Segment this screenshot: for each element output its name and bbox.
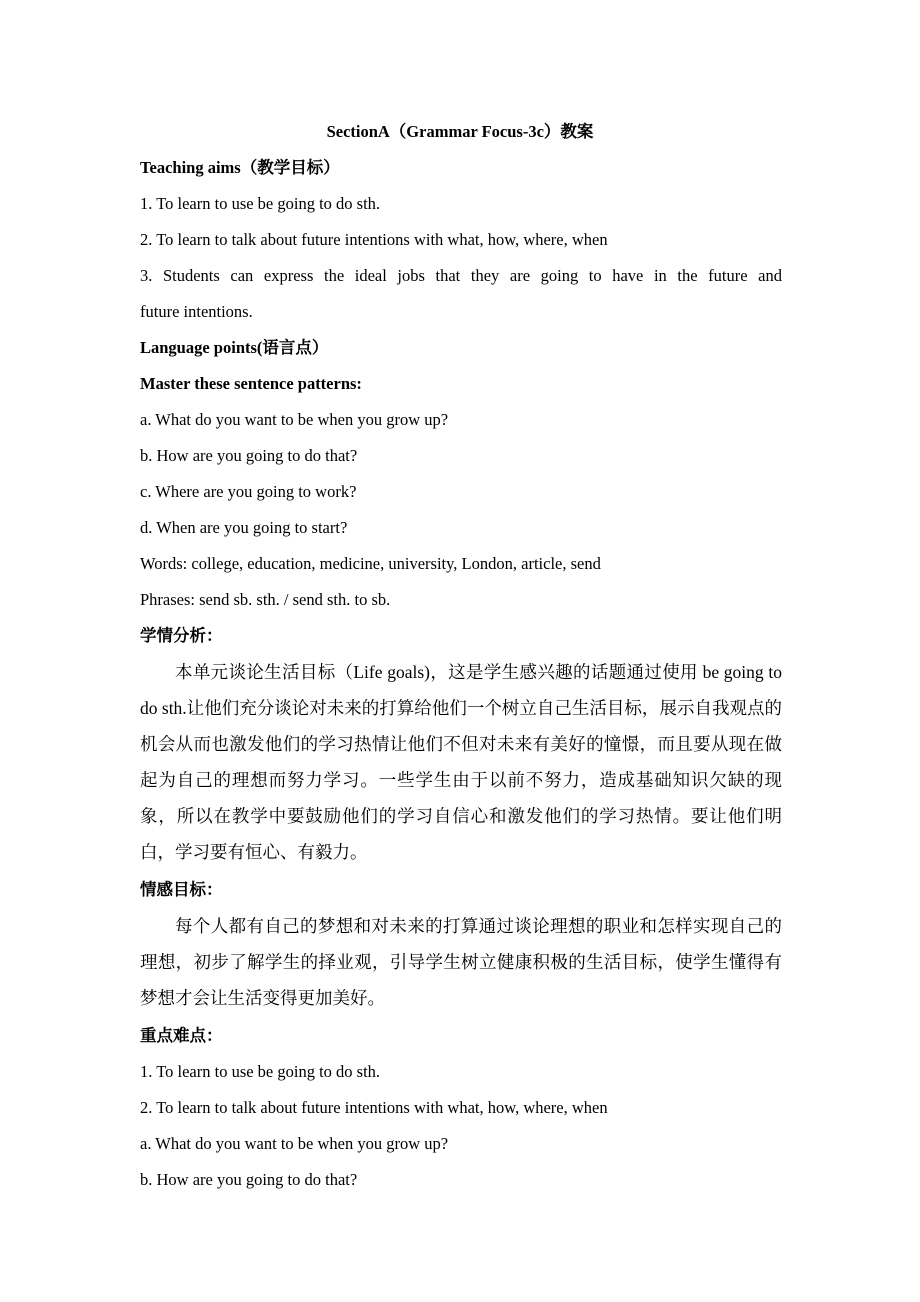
words-list: Words: college, education, medicine, university, London, article, send xyxy=(140,554,601,573)
sentence-pattern-item: d. When are you going to start? xyxy=(140,518,348,537)
page-title: SectionA（Grammar Focus-3c）教案 xyxy=(326,122,594,141)
phrases-list: Phrases: send sb. sth. / send sth. to sb. xyxy=(140,590,391,609)
teaching-aim-item-continued: future intentions. xyxy=(140,302,253,321)
language-points-heading: Language points(语言点） xyxy=(140,338,329,357)
teaching-aim-item: 1. To learn to use be going to do sth. xyxy=(140,194,381,213)
sentence-patterns-subheading: Master these sentence patterns: xyxy=(140,374,362,393)
teaching-aim-item: 3. Students can express the ideal jobs that they are going to have in the future and xyxy=(140,266,782,285)
key-point-item: b. How are you going to do that? xyxy=(140,1170,358,1189)
sentence-pattern-item: c. Where are you going to work? xyxy=(140,482,357,501)
teaching-aims-heading: Teaching aims（教学目标） xyxy=(140,158,340,177)
sentence-pattern-item: a. What do you want to be when you grow up? xyxy=(140,410,449,429)
sentence-pattern-item: b. How are you going to do that? xyxy=(140,446,358,465)
key-point-item: 2. To learn to talk about future intentions with what, how, where, when xyxy=(140,1098,608,1117)
emotion-paragraph: 每个人都有自己的梦想和对未来的打算通过谈论理想的职业和怎样实现自己的理想，初步了解学生的择业观，引导学生树立健康积极的生活目标，使学生懂得有梦想才会让生活变得更加美好。 xyxy=(140,916,782,1008)
emotion-heading: 情感目标： xyxy=(140,880,223,899)
teaching-aim-item: 2. To learn to talk about future intentions with what, how, where, when xyxy=(140,230,608,249)
analysis-paragraph: 本单元谈论生活目标（Life goals)，这是学生感兴趣的话题通过使用 be going to do sth.让他们充分谈论对未来的打算给他们一个树立自己生活目标，展示自我观点的机会从而也激发他们的学习热情让他们不但对未来有美好的憧憬，而且要从现在做起为自己的理想而努力学习。一些学生由于以前不努力，造成基础知识欠缺的现象，所以在教学中要鼓励他们的学习自信心和激发他们的学习热情。要让他们明白，学习要有恒心、有毅力。 xyxy=(140,662,782,862)
analysis-heading: 学情分析： xyxy=(140,626,223,645)
key-points-heading: 重点难点： xyxy=(140,1026,223,1045)
key-point-item: a. What do you want to be when you grow up? xyxy=(140,1134,449,1153)
key-point-item: 1. To learn to use be going to do sth. xyxy=(140,1062,381,1081)
